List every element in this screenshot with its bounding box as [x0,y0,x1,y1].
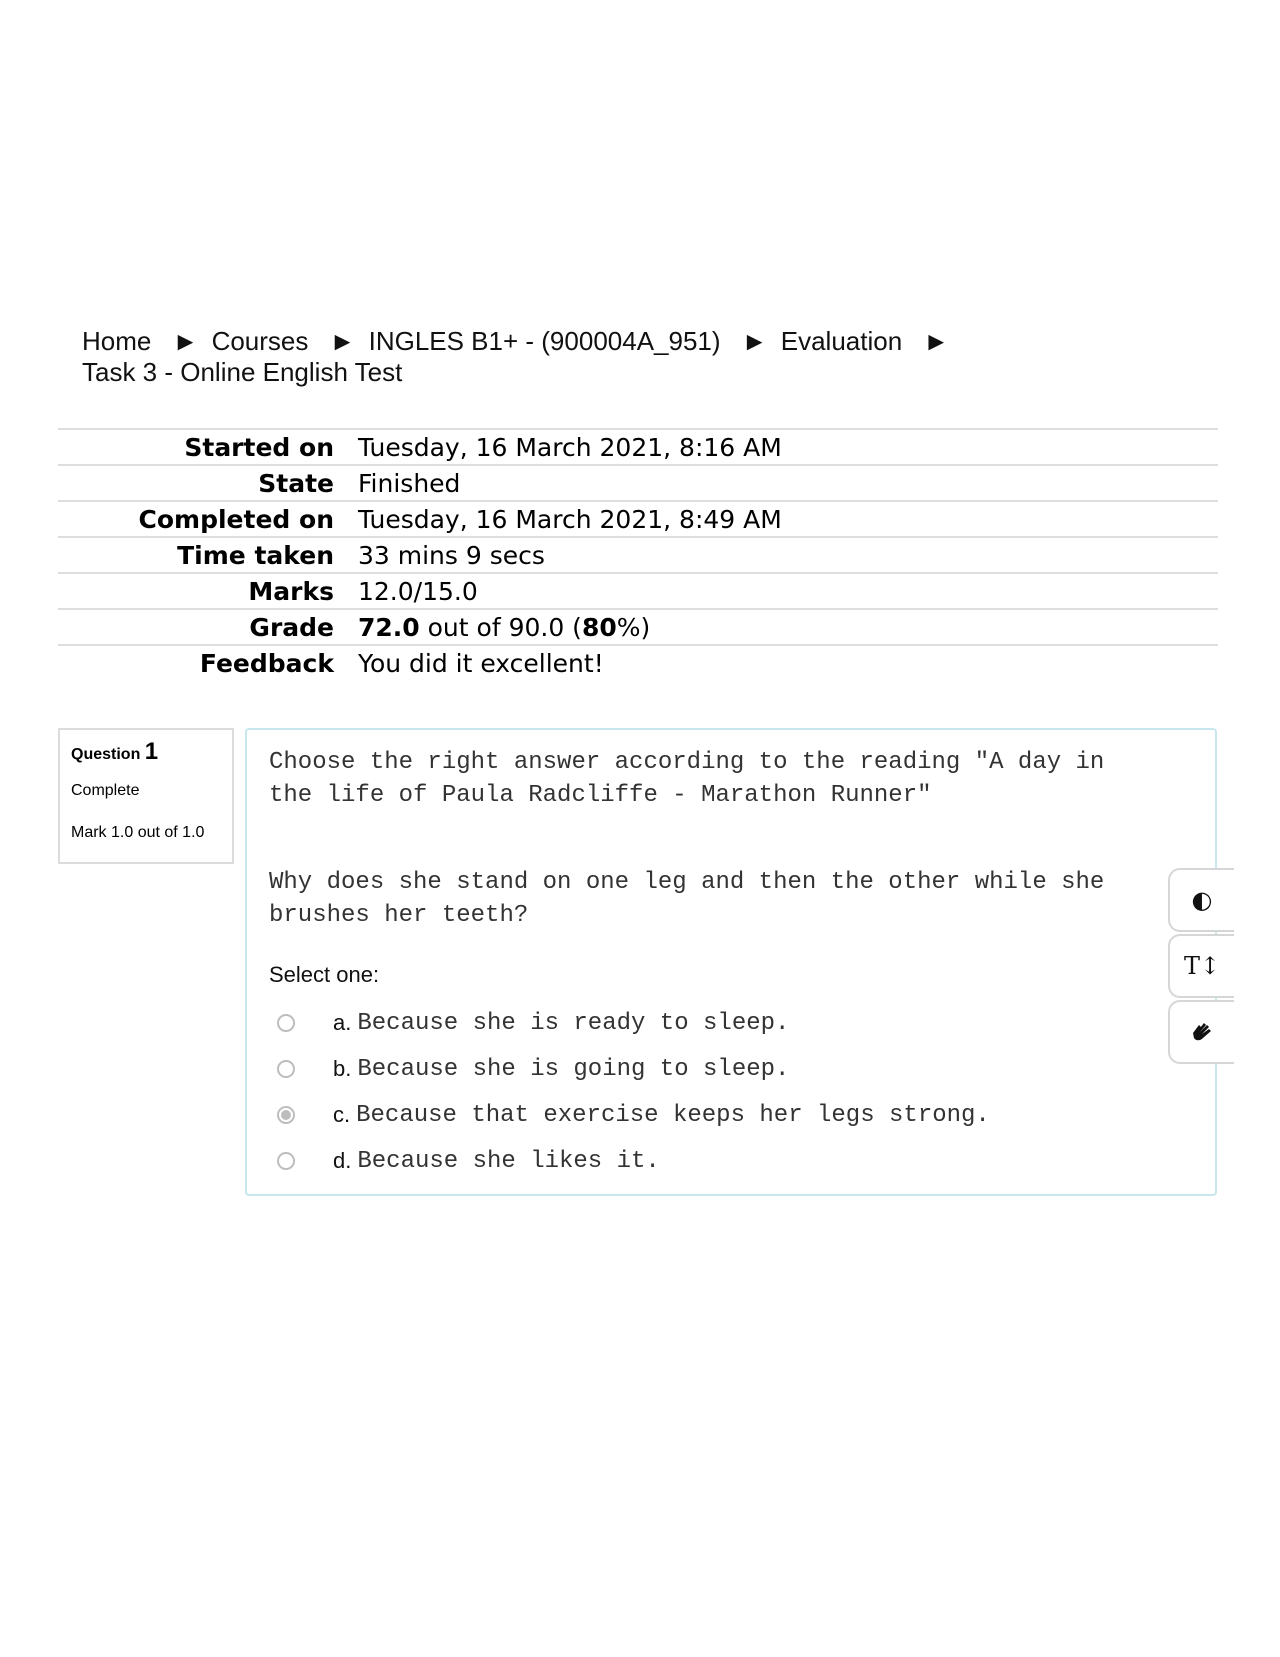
option-letter: a. [333,1010,352,1035]
question-content [245,728,1217,1196]
summary-row [58,429,1218,465]
attempt-summary [58,428,1218,680]
answer-option-b[interactable] [269,1046,1193,1092]
option-text: Because she is going to sleep. [357,1055,790,1083]
text-size-button[interactable] [1168,934,1234,998]
summary-label: State [58,465,358,501]
summary-value: Finished [358,465,1218,501]
option-text: Because she likes it. [357,1147,660,1175]
grade-out-of: out of 90.0 ( [419,612,582,642]
summary-row [58,573,1218,609]
summary-value: Tuesday, 16 March 2021, 8:49 AM [358,501,1218,537]
radio-button[interactable] [277,1060,295,1078]
radio-button-selected[interactable] [277,1106,295,1124]
text-size-icon: T↕ [1183,952,1221,980]
answer-options [269,1000,1193,1184]
option-letter: d. [333,1148,352,1173]
feedback-value: You did it excellent! [358,645,1218,680]
summary-label: Grade [58,609,358,645]
summary-row [58,465,1218,501]
question-text: Why does she stand on one leg and then the other while she brushes her teeth? [269,869,1105,929]
contrast-button[interactable] [1168,868,1234,932]
summary-row [58,537,1218,573]
grade-percent: 80 [581,612,617,642]
answer-option-a[interactable] [269,1000,1193,1046]
breadcrumb-courses[interactable]: Courses [211,326,309,356]
answer-option-c[interactable] [269,1092,1193,1138]
question-grade: Mark 1.0 out of 1.0 [71,824,205,841]
answer-option-d[interactable] [269,1138,1193,1184]
summary-value: 12.0/15.0 [358,573,1218,609]
summary-row-feedback [58,645,1218,680]
breadcrumb-separator: ► [172,326,199,356]
question-intro: Choose the right answer according to the reading "A day in the life of Paula Radcliffe - Marathon Runner" [269,749,1105,809]
select-prompt: Select one: [269,962,380,987]
summary-row [58,501,1218,537]
summary-label: Feedback [58,645,358,680]
question-number [71,738,221,765]
question-info [58,728,234,864]
grade-percent-suffix: %) [616,612,651,642]
hand-icon [1189,1019,1215,1045]
breadcrumb-separator: ► [741,326,768,356]
grade-score: 72.0 [358,612,420,642]
option-letter: b. [333,1056,352,1081]
question-state: Complete [71,782,140,799]
breadcrumb-course[interactable]: INGLES B1+ - (900004A_951) [368,326,721,356]
summary-label: Started on [58,429,358,465]
sign-language-button[interactable] [1168,1000,1234,1064]
breadcrumb-separator: ► [923,326,950,356]
contrast-icon: ◐ [1191,886,1213,914]
summary-row-grade [58,609,1218,645]
question-num: 1 [144,738,159,765]
breadcrumb-home[interactable]: Home [82,326,152,356]
option-text: Because she is ready to sleep. [357,1009,790,1037]
breadcrumb-separator: ► [329,326,356,356]
breadcrumb [82,326,982,388]
radio-button[interactable] [277,1014,295,1032]
breadcrumb-evaluation[interactable]: Evaluation [780,326,903,356]
radio-button[interactable] [277,1152,295,1170]
accessibility-toolbar [1168,868,1234,1066]
option-letter: c. [333,1102,351,1127]
summary-label: Completed on [58,501,358,537]
summary-label: Time taken [58,537,358,573]
breadcrumb-current[interactable]: Task 3 - Online English Test [82,357,403,387]
summary-value: 33 mins 9 secs [358,537,1218,573]
summary-value: Tuesday, 16 March 2021, 8:16 AM [358,429,1218,465]
question-label: Question [71,746,141,763]
summary-label: Marks [58,573,358,609]
grade-value [358,609,1218,645]
option-text: Because that exercise keeps her legs strong. [356,1101,990,1129]
